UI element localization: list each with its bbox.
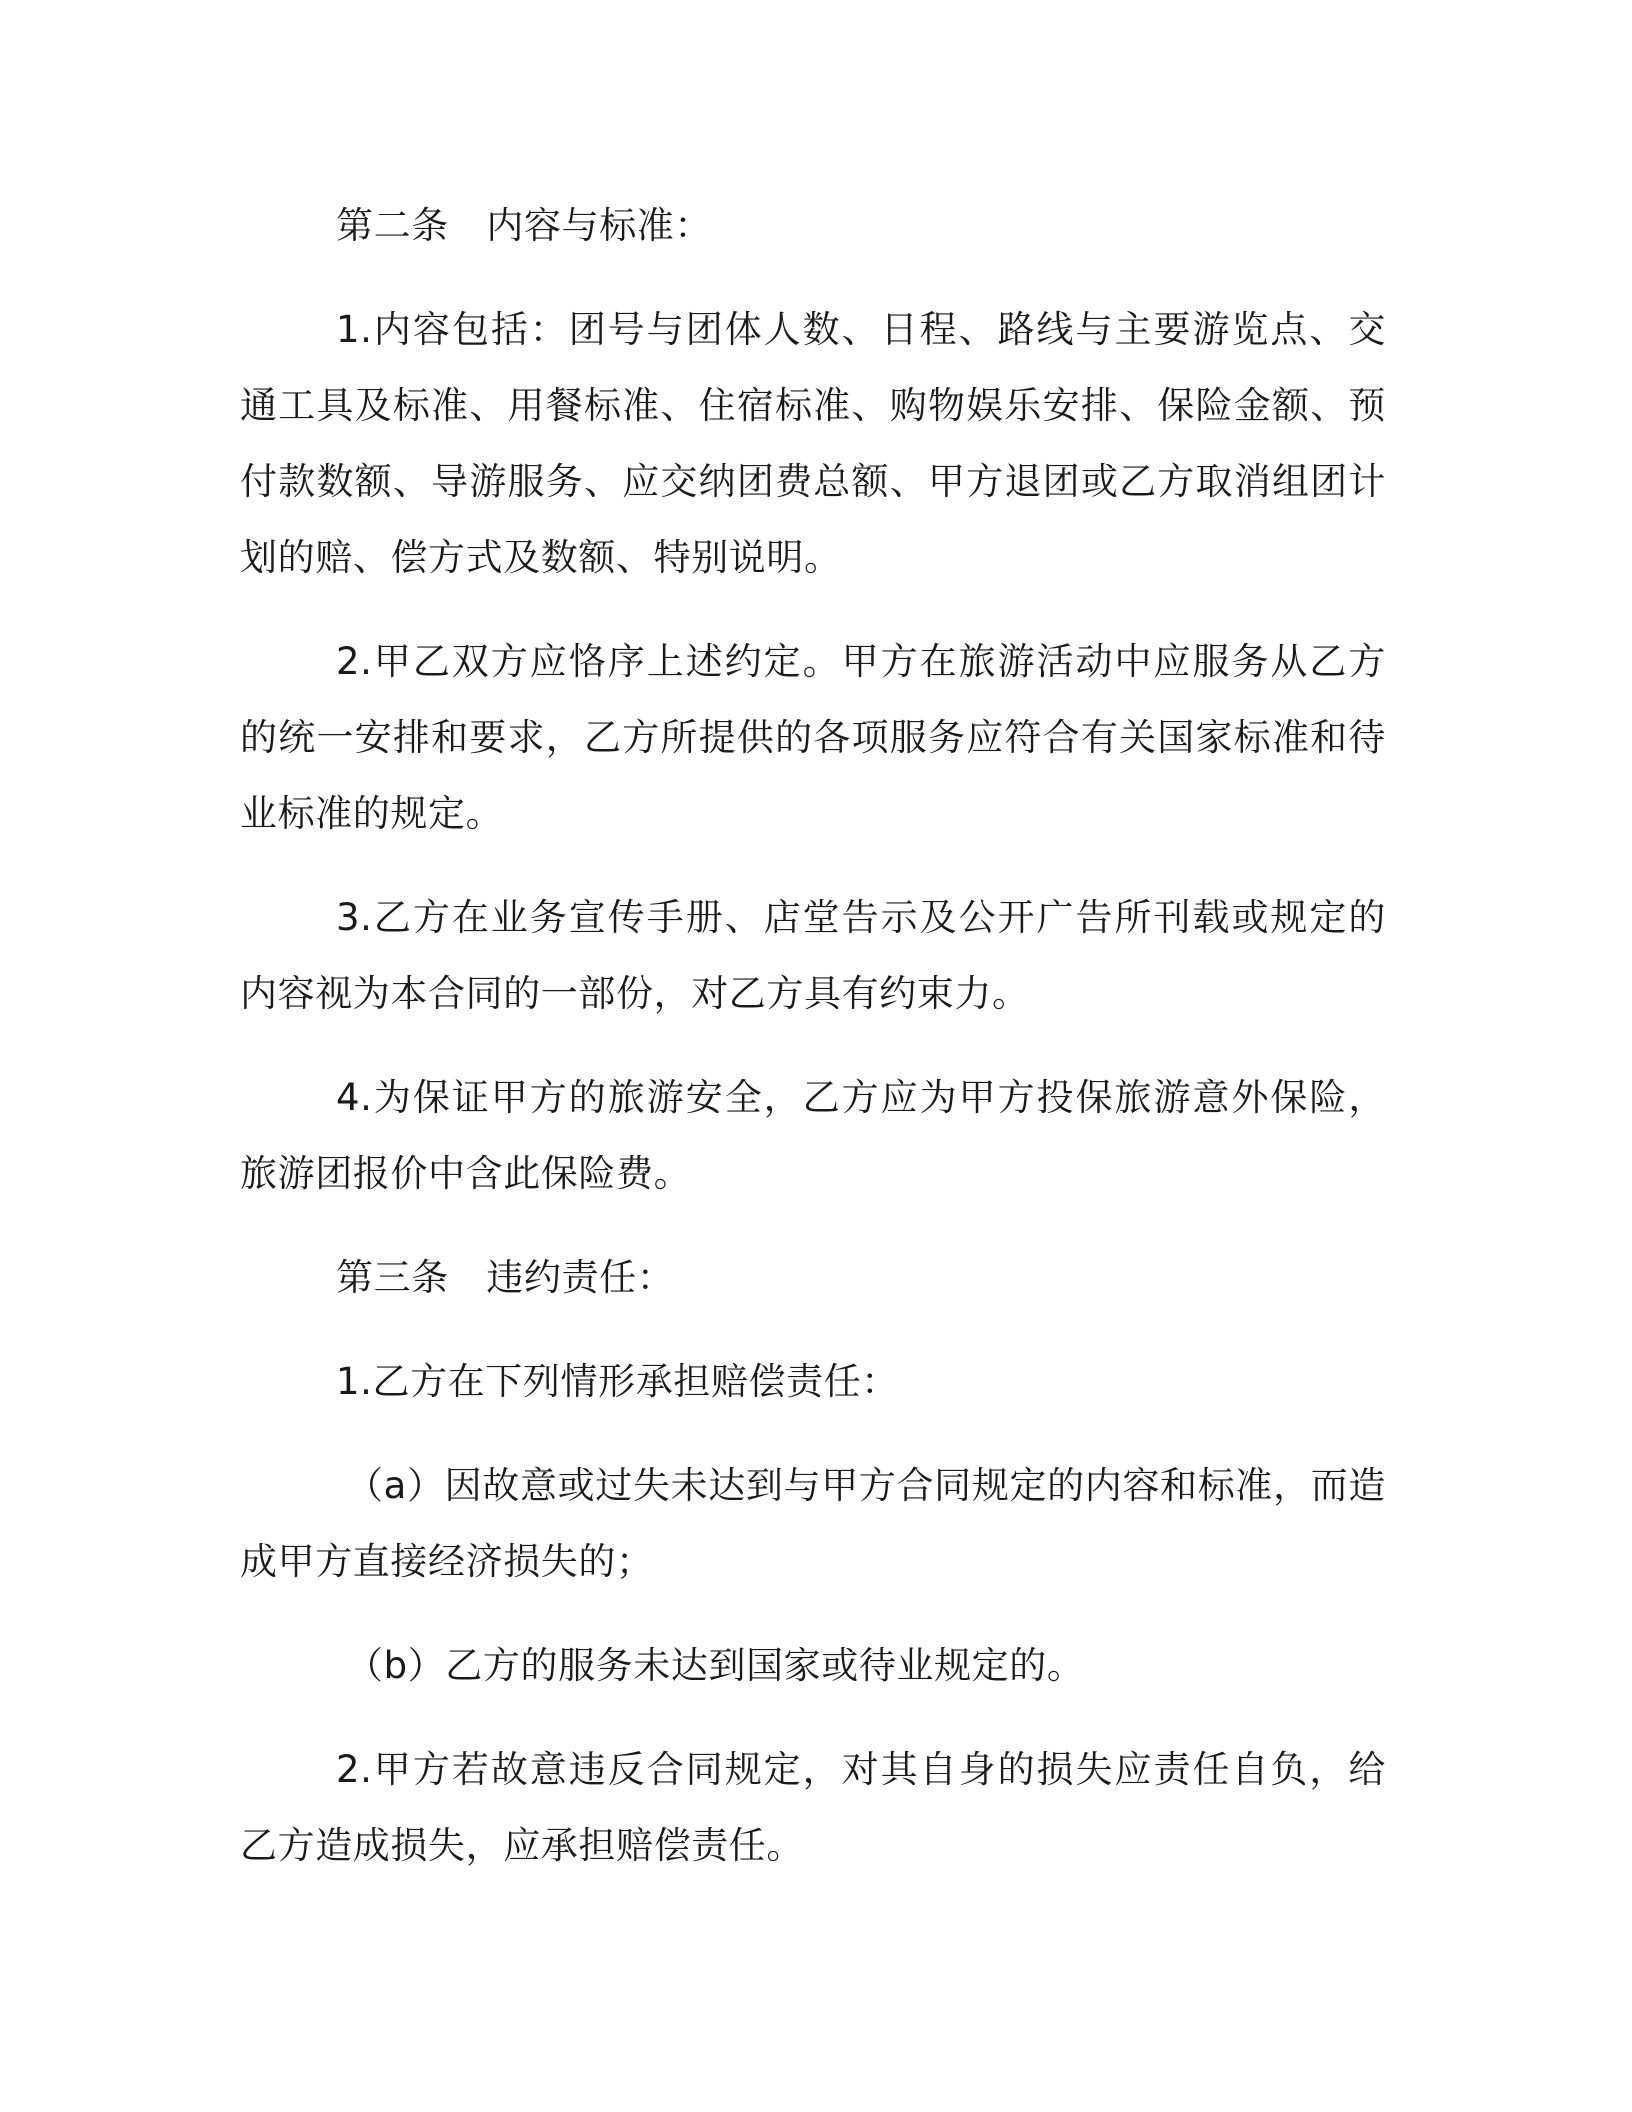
- article-3-clause-1-item-b: （b）乙方的服务未达到国家或待业规定的。: [346, 1644, 1085, 1687]
- article-3-clause-1-item-a: （a）因故意或过失未达到与甲方合同规定的内容和标准，而造成甲方直接经济损失的；: [240, 1464, 1386, 1583]
- article-2-heading: 第二条 内容与标准：: [336, 204, 712, 247]
- article-2-clause-4: 4.为保证甲方的旅游安全，乙方应为甲方投保旅游意外保险，旅游团报价中含此保险费。: [240, 1076, 1386, 1195]
- document-body: [240, 188, 1386, 1884]
- article-3-clause-1: 1.乙方在下列情形承担赔偿责任：: [336, 1360, 899, 1403]
- article-2-clause-2: 2.甲乙双方应恪序上述约定。甲方在旅游活动中应服务从乙方的统一安排和要求，乙方所提供的各项服务应符合有关国家标准和待业标准的规定。: [240, 640, 1386, 835]
- article-3-clause-2: 2.甲方若故意违反合同规定，对其自身的损失应责任自负，给乙方造成损失，应承担赔偿责任。: [240, 1748, 1386, 1867]
- article-2-clause-3: 3.乙方在业务宣传手册、店堂告示及公开广告所刊载或规定的内容视为本合同的一部份，对乙方具有约束力。: [240, 896, 1386, 1015]
- article-3-heading: 第三条 违约责任：: [336, 1256, 675, 1299]
- article-2-clause-1: 1.内容包括：团号与团体人数、日程、路线与主要游览点、交通工具及标准、用餐标准、住宿标准、购物娱乐安排、保险金额、预付款数额、导游服务、应交纳团费总额、甲方退团或乙方取消组团计划的赔、偿方式及数额、特别说明。: [240, 308, 1386, 579]
